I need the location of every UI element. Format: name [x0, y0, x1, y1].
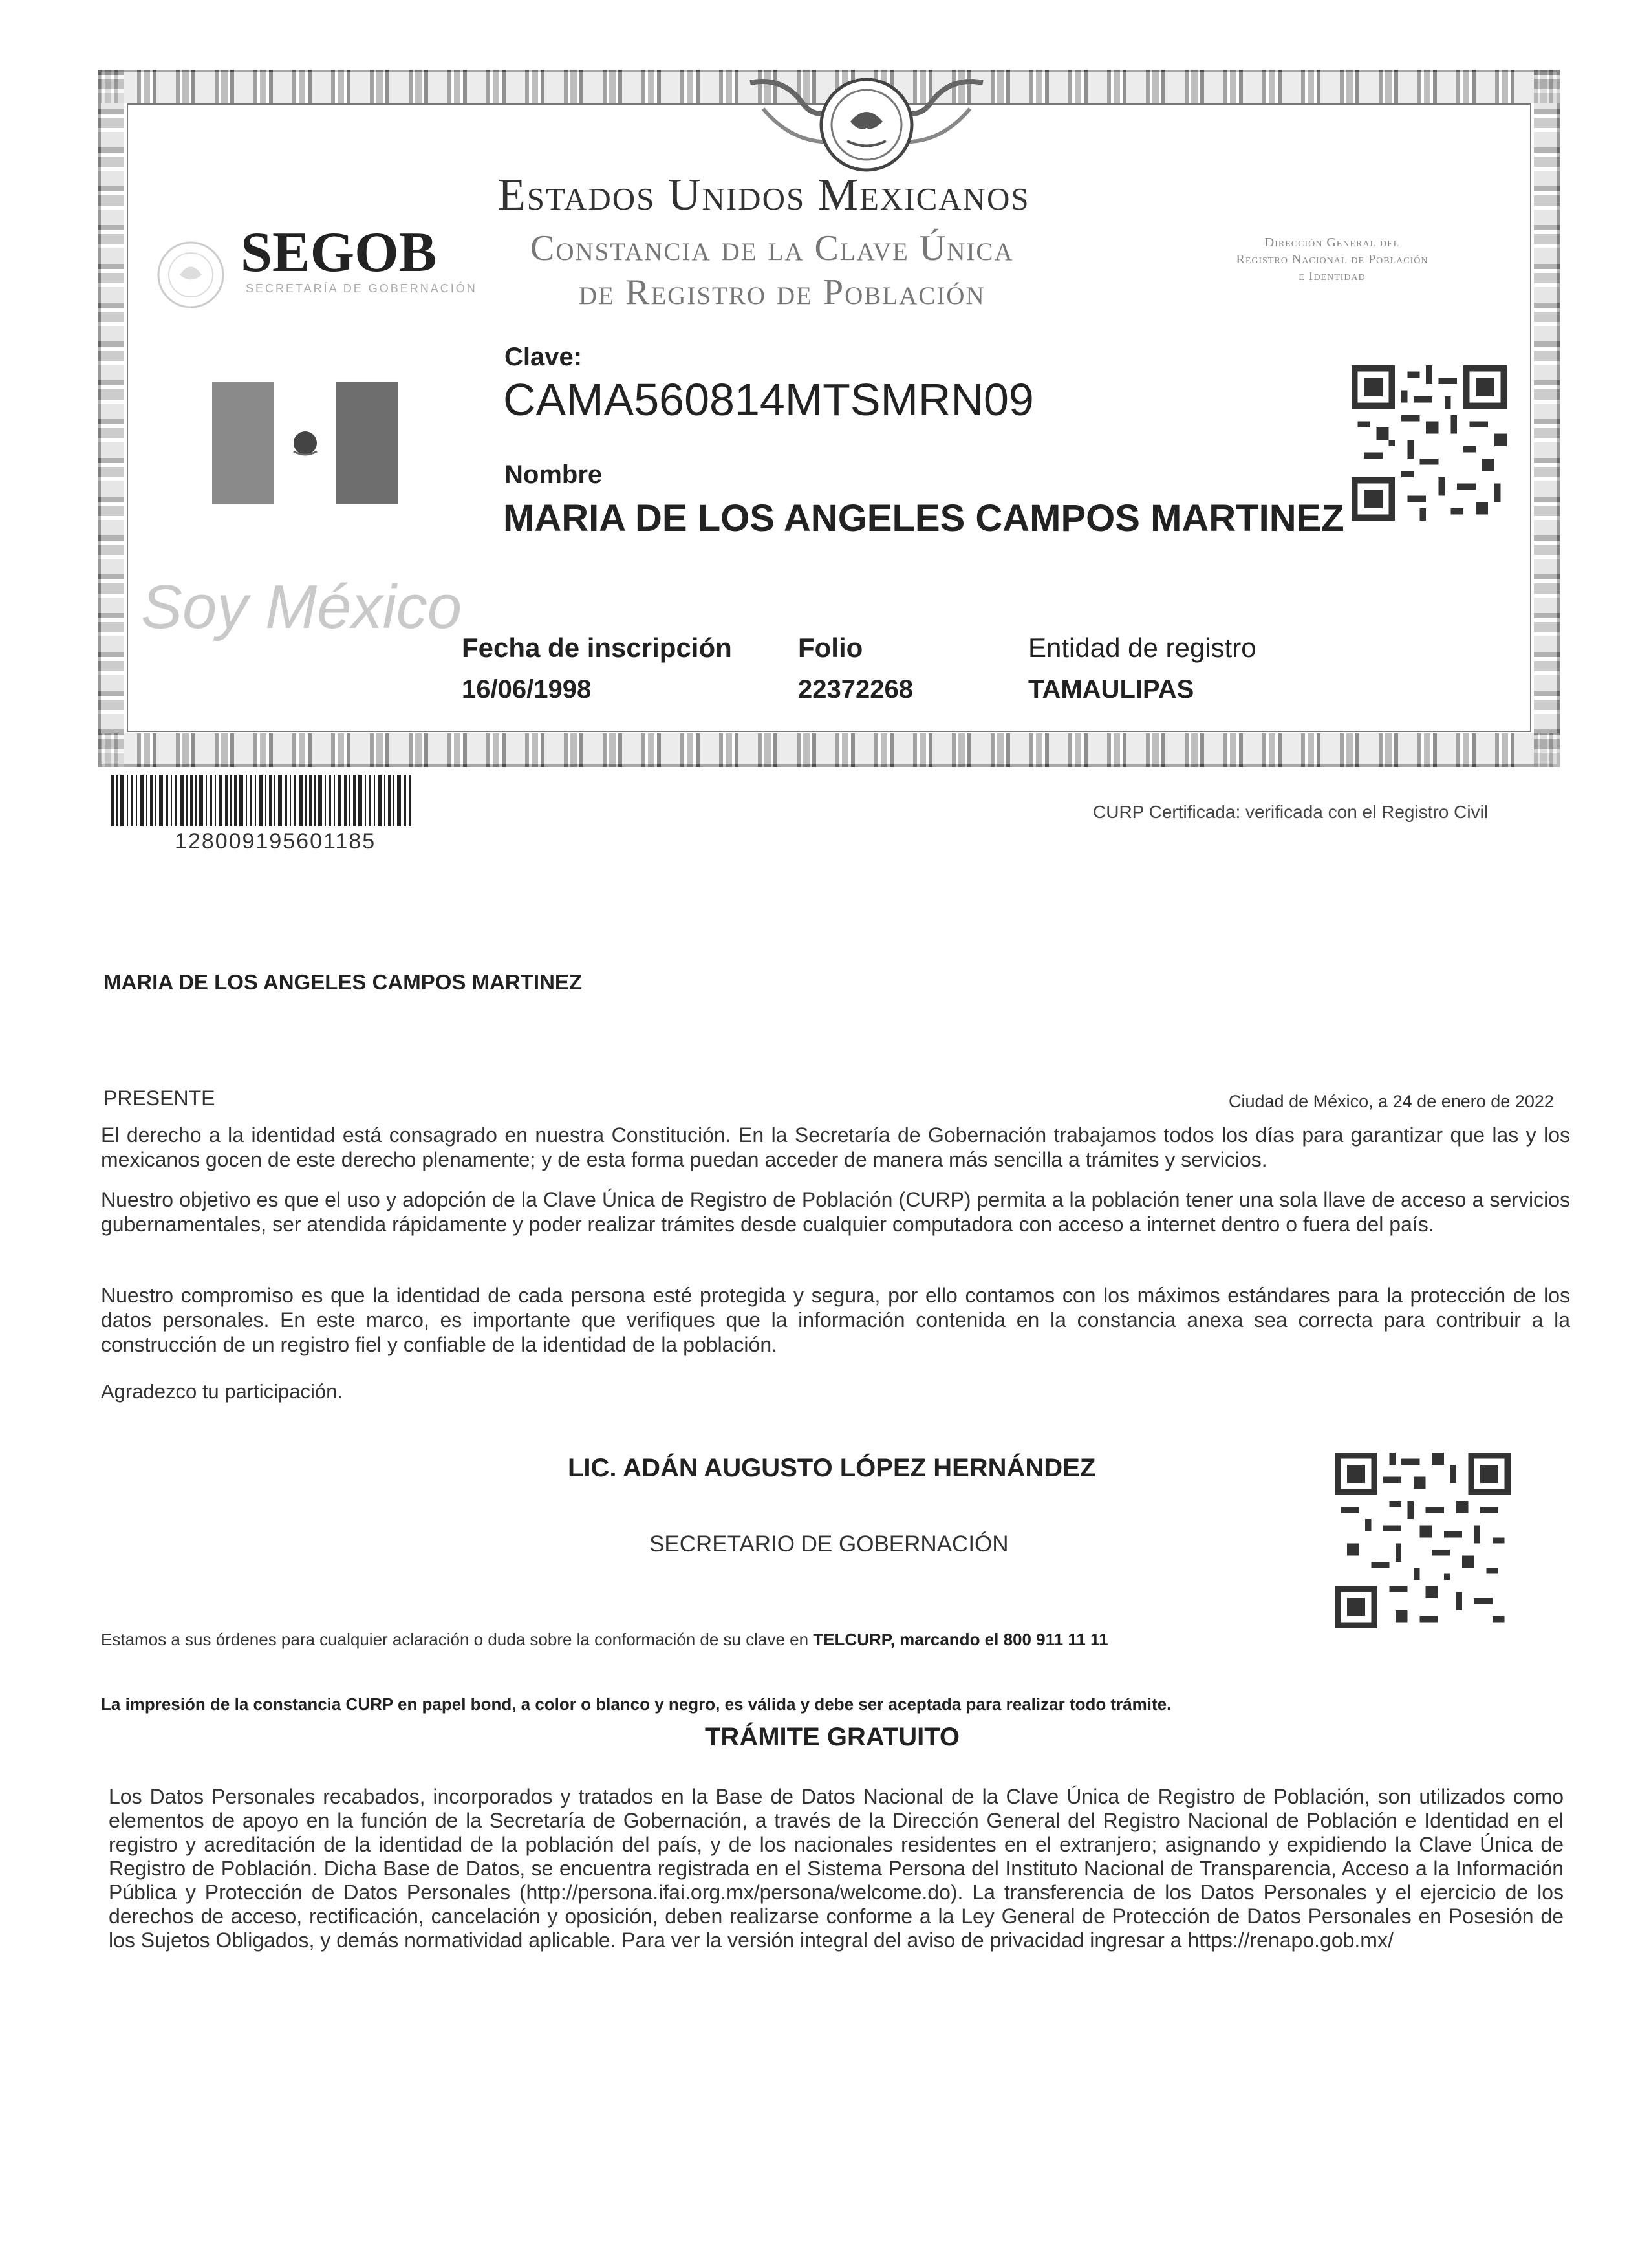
barcode-icon	[111, 775, 413, 826]
paragraph-objetivo: Nuestro objetivo es que el uso y adopción de la Clave Única de Registro de Población (CURP) permita a la población tener una sola llave de acceso a servicios gubernamentales, ser atendida rápidamente y poder realizar trámites desde cualquier computadora con acceso a internet dentro o fuera del país.	[101, 1188, 1570, 1236]
qr-code-icon	[1332, 1453, 1513, 1628]
direction-line-3: e Identidad	[1299, 269, 1366, 283]
national-emblem-icon	[744, 70, 989, 186]
place-date: Ciudad de México, a 24 de enero de 2022	[1229, 1092, 1554, 1111]
mexico-flag-icon	[212, 382, 398, 504]
recipient-name: MARIA DE LOS ANGELES CAMPOS MARTINEZ	[103, 970, 583, 994]
clave-value: CAMA560814MTSMRN09	[503, 374, 1034, 425]
nombre-label: Nombre	[504, 460, 603, 489]
curp-certificada-note: CURP Certificada: verificada con el Registro Civil	[1093, 802, 1489, 822]
telcurp-number: TELCURP, marcando el 800 911 11 11	[813, 1630, 1108, 1649]
print-validity-notice: La impresión de la constancia CURP en papel bond, a color o blanco y negro, es válida y debe ser aceptada para realizar todo trámite.	[101, 1694, 1172, 1714]
segob-logo-text: SEGOB	[241, 221, 437, 284]
tramite-gratuito: TRÁMITE GRATUITO	[705, 1723, 960, 1751]
segob-subtitle: SECRETARÍA DE GOBERNACIÓN	[246, 282, 477, 295]
entidad-registro-label: Entidad de registro	[1028, 632, 1256, 663]
border-pattern-bottom	[98, 733, 1560, 767]
nombre-value: MARIA DE LOS ANGELES CAMPOS MARTINEZ	[503, 497, 1344, 539]
title-constancia: Constancia de la Clave Única	[530, 228, 1014, 268]
soy-mexico-watermark: Soy México	[141, 572, 462, 642]
title-registro-poblacion: de Registro de Población	[579, 272, 986, 312]
barcode-number: 128009195601185	[175, 829, 376, 854]
fecha-inscripcion-label: Fecha de inscripción	[462, 632, 732, 663]
segob-seal-icon	[155, 239, 226, 310]
paragraph-compromiso: Nuestro compromiso es que la identidad de cada persona esté protegida y segura, por ello contamos con los máximos estándares para la protección de los datos personales. En este marco, es importante que verifiques que la información contenida en la constancia anexa sea correcta para contribuir a la construcción de un registro fiel y confiable de la identidad de la población.	[101, 1284, 1570, 1356]
entidad-registro-value: TAMAULIPAS	[1028, 675, 1194, 704]
folio-value: 22372268	[798, 675, 913, 704]
qr-code-icon	[1352, 362, 1507, 524]
thanks-line: Agradezco tu participación.	[101, 1380, 343, 1403]
border-pattern-left	[98, 70, 124, 767]
privacy-notice: Los Datos Personales recabados, incorporados y tratados en la Base de Datos Nacional de la Clave Única de Registro de Población, son utilizados como elementos de apoyo en la función de la Secretaría de Gobernación, a través de la Dirección General del Registro Nacional de Población e Identidad en el registro y acreditación de la identidad de la población del país, y de los nacionales residentes en el extranjero; asignando y expidiendo la Clave Única de Registro de Población. Dicha Base de Datos, se encuentra registrada en el Sistema Persona del Instituto Nacional de Transparencia, Acceso a la Información Pública y Protección de Datos Personales (http://persona.ifai.org.mx/persona/welcome.do). La transferencia de los Datos Personales y el ejercicio de los derechos de acceso, rectificación, cancelación y oposición, deben realizarse conforme a la Ley General de Protección de Datos Personales en Posesión de los Sujetos Obligados, y demás normatividad aplicable. Para ver la versión integral del aviso de privacidad ingresar a https://renapo.gob.mx/	[109, 1785, 1564, 1952]
folio-label: Folio	[798, 632, 863, 663]
signer-title: SECRETARIO DE GOBERNACIÓN	[649, 1531, 1009, 1557]
contact-line	[101, 1630, 1108, 1650]
signer-name: LIC. ADÁN AUGUSTO LÓPEZ HERNÁNDEZ	[568, 1454, 1096, 1482]
clave-label: Clave:	[504, 343, 583, 371]
title-estados-unidos-mexicanos: Estados Unidos Mexicanos	[498, 170, 1030, 220]
border-pattern-right	[1534, 70, 1560, 767]
direccion-general	[1164, 234, 1500, 285]
contact-text: Estamos a sus órdenes para cualquier aclaración o duda sobre la conformación de su clave en	[101, 1630, 814, 1649]
direction-line-1: Dirección General del	[1264, 235, 1400, 250]
presente-label: PRESENTE	[103, 1086, 215, 1110]
paragraph-derecho-identidad: El derecho a la identidad está consagrado en nuestra Constitución. En la Secretaría de Gobernación trabajamos todos los días para garantizar que las y los mexicanos gocen de este derecho plenamente; y de esta forma puedan acceder de manera más sencilla a trámites y servicios.	[101, 1123, 1570, 1171]
direction-line-2: Registro Nacional de Población	[1236, 252, 1428, 266]
fecha-inscripcion-value: 16/06/1998	[462, 675, 592, 704]
